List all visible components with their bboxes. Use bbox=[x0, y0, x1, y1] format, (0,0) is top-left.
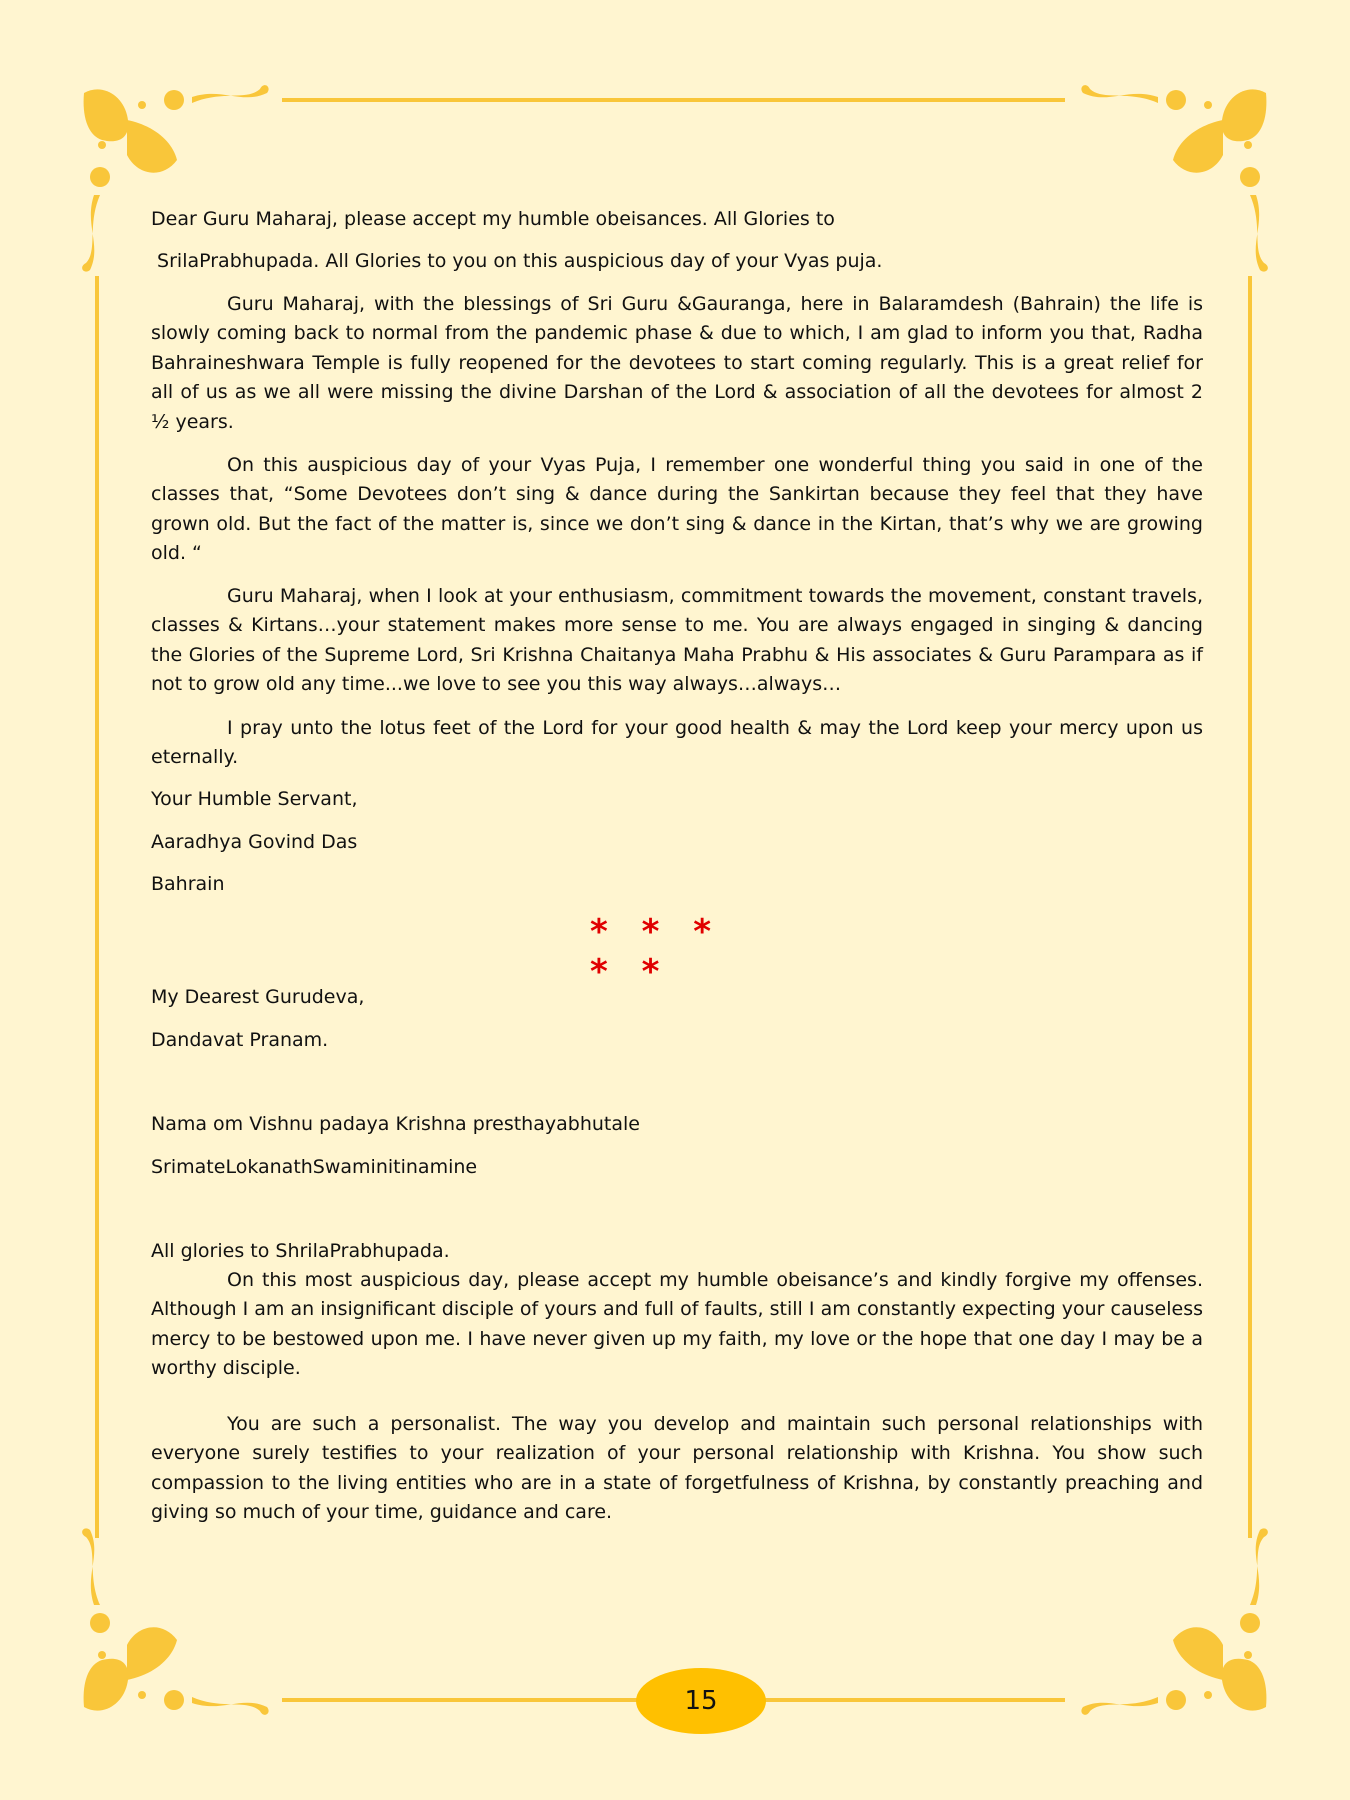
glories-line: All glories to ShrilaPrabhupada. bbox=[151, 1240, 450, 1262]
signature-name: Aaradhya Govind Das bbox=[151, 831, 358, 853]
page-number-badge bbox=[636, 1668, 766, 1734]
letter1-paragraph: Guru Maharaj, when I look at your enthusiasm, commitment towards the movement, constant travels, classes & Kirtans…your statement makes more sense to me. You are always engaged in singing & dancing the Glories of the Supreme Lord, Sri Krishna Chaitanya Maha Prabhu & His associates & Guru Parampara as if not to grow old any time...we love to see you this way always…always… bbox=[151, 585, 1203, 696]
border-left bbox=[95, 276, 99, 1538]
letter2-paragraph: You are such a personalist. The way you develop and maintain such personal relationships with everyone surely testifies to your realization of your personal relationship with Krishna. You show such compassion to the living entities who are in a state of forgetfulness of Krishna, by constantly preaching and giving so much of your time, guidance and care. bbox=[151, 1413, 1203, 1524]
salutation-line-1: Dear Guru Maharaj, please accept my humble obeisances. All Glories to bbox=[151, 208, 835, 230]
mantra-line-1: Nama om Vishnu padaya Krishna presthayabhutale bbox=[151, 1113, 640, 1135]
letter2-salutation: My Dearest Gurudeva, bbox=[151, 986, 365, 1008]
corner-ornament-icon bbox=[1068, 1515, 1268, 1715]
border-right bbox=[1248, 276, 1252, 1538]
border-bottom-left bbox=[282, 1698, 642, 1702]
letter2-greeting: Dandavat Pranam. bbox=[151, 1029, 329, 1051]
page-number: 15 bbox=[684, 1686, 718, 1716]
letter1-paragraph: Guru Maharaj, with the blessings of Sri Guru &Gauranga, here in Balaramdesh (Bahrain) the life is slowly coming back to normal from the pandemic phase & due to which, I am glad to inform you that, Radha Bahraineshwara Temple is fully reopened for the devotees to start coming regularly. This is a great relief for all of us as we all were missing the divine Darshan of the Lord & association of all the devotees for almost 2 ½ years. bbox=[151, 293, 1203, 433]
corner-ornament-icon bbox=[82, 1515, 282, 1715]
mantra-line-2: SrimateLokanathSwaminitinamine bbox=[151, 1156, 478, 1178]
closing: Your Humble Servant, bbox=[151, 788, 358, 810]
letter1-paragraph: On this auspicious day of your Vyas Puja, I remember one wonderful thing you said in one of the classes that, “Some Devotees don’t sing & dance during the Sankirtan because they feel that they have grown old. But the fact of the matter is, since we don’t sing & dance in the Kirtan, that’s why we are growing old. “ bbox=[151, 454, 1203, 565]
salutation-line-2: SrilaPrabhupada. All Glories to you on this auspicious day of your Vyas puja. bbox=[151, 250, 883, 272]
border-top bbox=[282, 98, 1065, 102]
border-bottom-right bbox=[760, 1698, 1065, 1702]
letter2-paragraph: On this most auspicious day, please accept my humble obeisance’s and kindly forgive my offenses. Although I am an insignificant disciple of yours and full of faults, still I am constantly expecting your causeless mercy to be bestowed upon me. I have never given up my faith, my love or the hope that one day I may be a worthy disciple. bbox=[151, 1269, 1203, 1380]
letter1-paragraph: I pray unto the lotus feet of the Lord for your good health & may the Lord keep your mercy upon us eternally. bbox=[151, 717, 1203, 769]
separator-stars: * * * * * bbox=[590, 912, 723, 992]
signature-place: Bahrain bbox=[151, 873, 225, 895]
